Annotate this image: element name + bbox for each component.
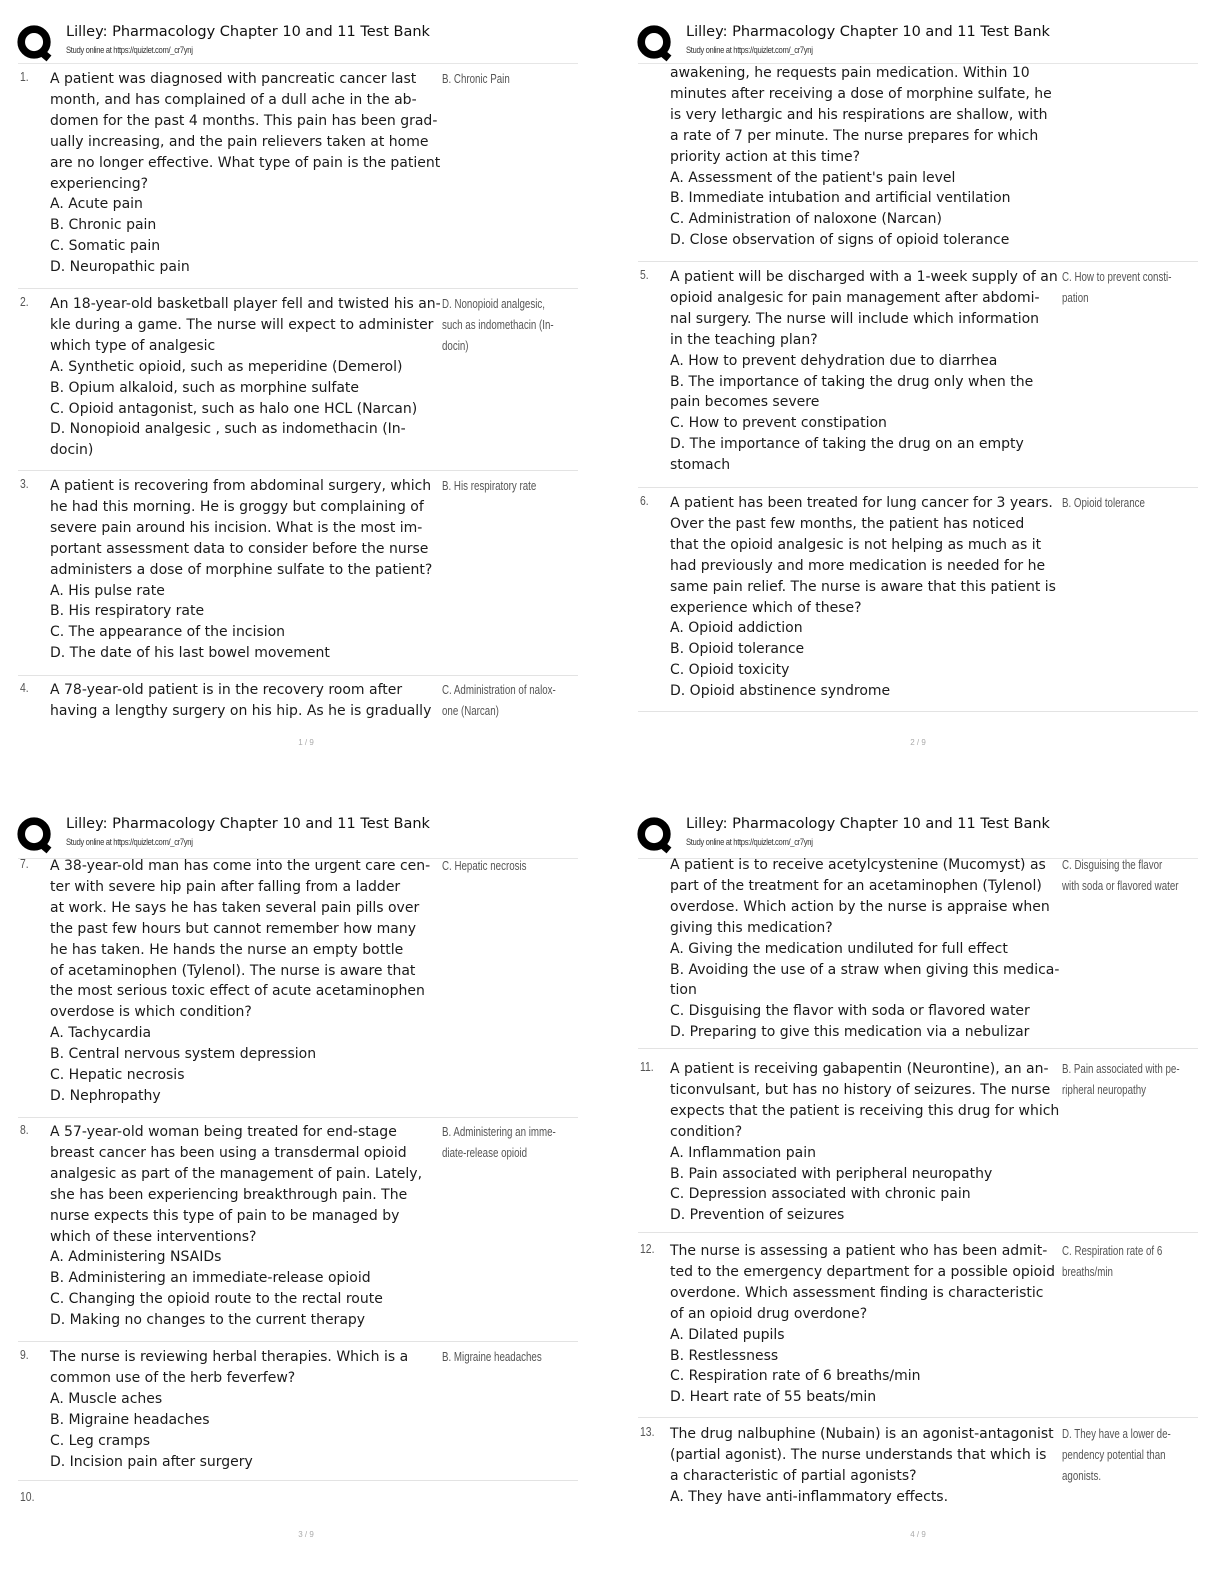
- text-line: the most serious toxic effect of acute acetaminophen: [50, 983, 425, 1000]
- answer-text: [442, 476, 590, 497]
- text-line: D. Prevention of seizures: [670, 1207, 845, 1224]
- text-line: portant assessment data to consider before the nurse: [50, 540, 429, 557]
- text-line: severe pain around his incision. What is the most im-: [50, 519, 423, 536]
- divider: [18, 1117, 578, 1118]
- question-text: [670, 493, 1065, 702]
- text-line: of an opioid drug overdone?: [670, 1305, 868, 1322]
- text-line: Over the past few months, the patient has noticed: [670, 515, 1025, 532]
- text-line: such as indomethacin (In-: [442, 317, 554, 332]
- text-line: ter with severe hip pain after falling from a ladder: [50, 878, 401, 895]
- text-line: docin): [50, 442, 94, 459]
- text-line: he had this morning. He is groggy but complaining of: [50, 498, 424, 515]
- text-line: at work. He says he has taken several pain pills over: [50, 899, 420, 916]
- text-line: B. Administering an imme-: [442, 1125, 556, 1139]
- page-header: [16, 814, 580, 856]
- answer-text: [1062, 267, 1210, 309]
- text-line: overdone. Which assessment finding is characteristic: [670, 1284, 1044, 1301]
- text-line: overdose. Which action by the nurse is appraise when: [670, 898, 1050, 915]
- text-line: opioid analgesic for pain management after abdomi-: [670, 289, 1040, 306]
- quizlet-q-logo-icon: [636, 24, 674, 62]
- quizlet-q-logo-icon: [16, 816, 54, 854]
- text-line: A 38-year-old man has come into the urgent care cen-: [50, 858, 431, 874]
- page-number: 1 / 9: [298, 738, 314, 747]
- text-line: breaths/min: [1062, 1264, 1113, 1279]
- text-line: B. Opium alkaloid, such as morphine sulfate: [50, 379, 360, 396]
- text-line: had previously and more medication is needed for he: [670, 557, 1046, 574]
- text-line: D. The date of his last bowel movement: [50, 645, 330, 662]
- text-line: A patient was diagnosed with pancreatic cancer last: [50, 71, 417, 87]
- study-online-link[interactable]: Study online at https://quizlet.com/_cr7ynj: [686, 837, 813, 847]
- text-line: A. Opioid addiction: [670, 620, 803, 637]
- text-line: C. Disguising the flavor: [1062, 858, 1163, 872]
- text-line: ually increasing, and the pain relievers taken at home: [50, 133, 429, 150]
- text-line: administers a dose of morphine sulfate to the patient?: [50, 561, 433, 578]
- text-line: B. Chronic Pain: [442, 72, 510, 86]
- text-line: C. Changing the opioid route to the rectal route: [50, 1291, 383, 1308]
- page-4: [612, 792, 1224, 1584]
- question-number: 1.: [20, 69, 29, 84]
- text-line: A. His pulse rate: [50, 582, 165, 599]
- text-line: A. Synthetic opioid, such as meperidine (Demerol): [50, 358, 403, 375]
- text-line: domen for the past 4 months. This pain has been grad-: [50, 112, 438, 129]
- text-line: D. Opioid abstinence syndrome: [670, 683, 891, 700]
- text-line: giving this medication?: [670, 919, 833, 936]
- text-line: C. Somatic pain: [50, 238, 161, 255]
- answer-text: [1062, 493, 1210, 514]
- text-line: B. Opioid tolerance: [1062, 496, 1145, 510]
- text-line: D. Nonopioid analgesic,: [442, 297, 545, 311]
- text-line: breast cancer has been using a transdermal opioid: [50, 1144, 407, 1161]
- text-line: A. Inflammation pain: [670, 1144, 816, 1161]
- text-line: D. Neuropathic pain: [50, 259, 190, 276]
- question-number: 4.: [20, 680, 29, 695]
- text-line: diate-release opioid: [442, 1145, 528, 1160]
- answer-text: [442, 856, 590, 877]
- text-line: C. Respiration rate of 6: [1062, 1244, 1163, 1258]
- text-line: D. Making no changes to the current therapy: [50, 1312, 366, 1329]
- text-line: B. Immediate intubation and artificial ventilation: [670, 190, 1011, 207]
- page-3: [0, 792, 612, 1584]
- header-divider: [18, 63, 578, 64]
- question-number: 10.: [20, 1489, 35, 1504]
- question-text: [670, 855, 1065, 1043]
- text-line: B. Pain associated with pe-: [1062, 1062, 1180, 1076]
- text-line: tion: [670, 982, 697, 999]
- text-line: nurse expects this type of pain to be managed by: [50, 1207, 400, 1224]
- question-text: [670, 63, 1065, 251]
- answer-text: [442, 1122, 590, 1164]
- text-line: A. They have anti-inflammatory effects.: [670, 1488, 949, 1505]
- text-line: pendency potential than: [1062, 1447, 1166, 1462]
- text-line: B. Administering an immediate-release opioid: [50, 1270, 371, 1287]
- divider: [18, 1341, 578, 1342]
- text-line: which type of analgesic: [50, 337, 216, 354]
- text-line: ripheral neuropathy: [1062, 1082, 1147, 1097]
- text-line: agonists.: [1062, 1468, 1102, 1483]
- quizlet-q-logo-icon: [16, 24, 54, 62]
- text-line: C. How to prevent constipation: [670, 415, 887, 432]
- text-line: A. Giving the medication undiluted for full effect: [670, 940, 1008, 957]
- text-line: B. Restlessness: [670, 1347, 779, 1364]
- text-line: D. Heart rate of 55 beats/min: [670, 1389, 877, 1406]
- text-line: having a lengthy surgery on his hip. As he is gradually: [50, 702, 432, 719]
- text-line: C. How to prevent consti-: [1062, 270, 1172, 284]
- text-line: are no longer effective. What type of pain is the patient: [50, 154, 441, 171]
- divider: [638, 487, 1198, 488]
- text-line: B. Chronic pain: [50, 217, 157, 234]
- text-line: A patient is recovering from abdominal surgery, which: [50, 478, 432, 494]
- text-line: B. Central nervous system depression: [50, 1046, 317, 1063]
- text-line: is very lethargic and his respirations are shallow, with: [670, 106, 1048, 123]
- text-line: docin): [442, 338, 469, 353]
- page-1: [0, 0, 612, 792]
- page-number: 3 / 9: [298, 1530, 314, 1539]
- divider: [638, 261, 1198, 262]
- question-number: 6.: [640, 493, 649, 508]
- answer-text: [442, 69, 590, 90]
- study-online-link[interactable]: Study online at https://quizlet.com/_cr7ynj: [66, 837, 193, 847]
- text-line: which of these interventions?: [50, 1228, 257, 1245]
- quizlet-q-logo-icon: [636, 816, 674, 854]
- text-line: D. Close observation of signs of opioid tolerance: [670, 232, 1010, 249]
- text-line: D. Incision pain after surgery: [50, 1453, 253, 1470]
- text-line: A 78-year-old patient is in the recovery room after: [50, 682, 403, 698]
- text-line: D. They have a lower de-: [1062, 1427, 1171, 1441]
- text-line: A. Dilated pupils: [670, 1326, 785, 1343]
- question-number: 3.: [20, 476, 29, 491]
- text-line: C. Administration of naloxone (Narcan): [670, 211, 942, 228]
- text-line: The nurse is reviewing herbal therapies. Which is a: [50, 1349, 409, 1365]
- answer-text: [442, 680, 590, 722]
- divider: [638, 1048, 1198, 1049]
- text-line: B. His respiratory rate: [442, 479, 537, 493]
- text-line: he has taken. He hands the nurse an empty bottle: [50, 941, 404, 958]
- text-line: ted to the emergency department for a possible opioid: [670, 1263, 1056, 1280]
- text-line: she has been experiencing breakthrough pain. The: [50, 1186, 408, 1203]
- text-line: A. Administering NSAIDs: [50, 1249, 222, 1266]
- divider: [638, 711, 1198, 712]
- question-number: 7.: [20, 856, 29, 871]
- divider: [18, 288, 578, 289]
- text-line: a rate of 7 per minute. The nurse prepares for which: [670, 127, 1039, 144]
- text-line: B. Pain associated with peripheral neuropathy: [670, 1165, 993, 1182]
- question-number: 8.: [20, 1122, 29, 1137]
- text-line: C. Hepatic necrosis: [442, 859, 527, 873]
- question-number: 13.: [640, 1424, 655, 1439]
- question-text: [50, 856, 445, 1107]
- answer-text: [1062, 1059, 1210, 1101]
- question-text: [670, 267, 1065, 476]
- text-line: The nurse is assessing a patient who has been admit-: [670, 1243, 1048, 1259]
- question-text: [670, 1059, 1065, 1226]
- text-line: analgesic as part of the management of pain. Lately,: [50, 1165, 423, 1182]
- question-number: 5.: [640, 267, 649, 282]
- page-number: 2 / 9: [910, 738, 926, 747]
- text-line: A patient is receiving gabapentin (Neurontine), an an-: [670, 1061, 1049, 1077]
- divider: [638, 1417, 1198, 1418]
- text-line: D. The importance of taking the drug on an empty: [670, 436, 1024, 453]
- text-line: pation: [1062, 290, 1089, 305]
- divider: [638, 1232, 1198, 1233]
- text-line: D. Nephropathy: [50, 1087, 161, 1104]
- page-header: [16, 22, 580, 64]
- answer-text: [442, 1347, 590, 1368]
- text-line: A. Acute pain: [50, 196, 143, 213]
- page-header: [636, 22, 1200, 64]
- divider: [18, 470, 578, 471]
- text-line: experience which of these?: [670, 599, 862, 616]
- document-title: Lilley: Pharmacology Chapter 10 and 11 Test Bank: [686, 816, 1050, 832]
- answer-text: [1062, 1241, 1210, 1283]
- text-line: (partial agonist). The nurse understands that which is: [670, 1446, 1047, 1463]
- answer-text: [1062, 1424, 1210, 1487]
- question-number: 9.: [20, 1347, 29, 1362]
- text-line: C. The appearance of the incision: [50, 624, 286, 641]
- text-line: with soda or flavored water: [1062, 878, 1179, 893]
- text-line: kle during a game. The nurse will expect to administer: [50, 316, 434, 333]
- text-line: B. Avoiding the use of a straw when giving this medica-: [670, 961, 1060, 978]
- question-number: 2.: [20, 294, 29, 309]
- question-text: [50, 294, 445, 461]
- text-line: of acetaminophen (Tylenol). The nurse is aware that: [50, 962, 416, 979]
- question-number: 11.: [640, 1059, 654, 1074]
- text-line: C. Depression associated with chronic pain: [670, 1186, 971, 1203]
- text-line: D. Preparing to give this medication via a nebulizar: [670, 1024, 1030, 1041]
- text-line: pain becomes severe: [670, 394, 820, 411]
- text-line: ticonvulsant, but has no history of seizures. The nurse: [670, 1081, 1051, 1098]
- document-title: Lilley: Pharmacology Chapter 10 and 11 Test Bank: [686, 24, 1050, 40]
- text-line: minutes after receiving a dose of morphine sulfate, he: [670, 85, 1052, 102]
- text-line: in the teaching plan?: [670, 331, 818, 348]
- text-line: awakening, he requests pain medication. Within 10: [670, 65, 1030, 81]
- page-2: [612, 0, 1224, 792]
- question-text: [670, 1424, 1065, 1508]
- question-number: 12.: [640, 1241, 655, 1256]
- question-text: [670, 1241, 1065, 1408]
- text-line: B. Opioid tolerance: [670, 641, 805, 658]
- text-line: expects that the patient is receiving this drug for which: [670, 1102, 1060, 1119]
- question-text: [50, 1122, 445, 1331]
- text-line: part of the treatment for an acetaminophen (Tylenol): [670, 877, 1042, 894]
- text-line: that the opioid analgesic is not helping as much as it: [670, 536, 1042, 553]
- question-text: [50, 476, 445, 664]
- question-text: [50, 1347, 445, 1472]
- text-line: C. Leg cramps: [50, 1432, 151, 1449]
- text-line: A. Assessment of the patient's pain level: [670, 169, 956, 186]
- text-line: same pain relief. The nurse is aware that this patient is: [670, 578, 1056, 595]
- answer-text: [1062, 855, 1210, 897]
- document-title: Lilley: Pharmacology Chapter 10 and 11 Test Bank: [66, 816, 430, 832]
- study-online-link[interactable]: Study online at https://quizlet.com/_cr7ynj: [66, 45, 193, 55]
- text-line: D. Nonopioid analgesic , such as indomethacin (In-: [50, 421, 406, 438]
- divider: [18, 1480, 578, 1481]
- text-line: the past few hours but cannot remember how many: [50, 920, 416, 937]
- text-line: A 57-year-old woman being treated for end-stage: [50, 1124, 397, 1140]
- text-line: B. Migraine headaches: [50, 1411, 210, 1428]
- text-line: A. Muscle aches: [50, 1390, 163, 1407]
- text-line: An 18-year-old basketball player fell and twisted his an-: [50, 296, 441, 312]
- divider: [18, 675, 578, 676]
- text-line: The drug nalbuphine (Nubain) is an agonist-antagonist: [670, 1426, 1054, 1442]
- question-text: [50, 680, 445, 722]
- document-title: Lilley: Pharmacology Chapter 10 and 11 Test Bank: [66, 24, 430, 40]
- answer-text: [442, 294, 590, 357]
- text-line: month, and has complained of a dull ache in the ab-: [50, 91, 417, 108]
- text-line: experiencing?: [50, 175, 149, 192]
- text-line: condition?: [670, 1123, 743, 1140]
- text-line: nal surgery. The nurse will include which information: [670, 310, 1040, 327]
- text-line: C. Administration of nalox-: [442, 683, 556, 697]
- text-line: overdose is which condition?: [50, 1004, 252, 1021]
- text-line: A. How to prevent dehydration due to diarrhea: [670, 352, 998, 369]
- text-line: one (Narcan): [442, 703, 499, 718]
- text-line: C. Opioid antagonist, such as halo one HCL (Narcan): [50, 400, 418, 417]
- text-line: B. His respiratory rate: [50, 603, 205, 620]
- text-line: stomach: [670, 457, 731, 474]
- page-number: 4 / 9: [910, 1530, 926, 1539]
- text-line: C. Opioid toxicity: [670, 662, 790, 679]
- text-line: priority action at this time?: [670, 148, 861, 165]
- study-online-link[interactable]: Study online at https://quizlet.com/_cr7ynj: [686, 45, 813, 55]
- text-line: A patient is to receive acetylcystenine (Mucomyst) as: [670, 857, 1046, 873]
- text-line: C. Hepatic necrosis: [50, 1067, 185, 1084]
- text-line: common use of the herb feverfew?: [50, 1369, 296, 1386]
- text-line: B. The importance of taking the drug only when the: [670, 373, 1034, 390]
- text-line: B. Migraine headaches: [442, 1350, 542, 1364]
- text-line: a characteristic of partial agonists?: [670, 1467, 917, 1484]
- page-header: [636, 814, 1200, 856]
- text-line: C. Respiration rate of 6 breaths/min: [670, 1368, 921, 1385]
- text-line: A. Tachycardia: [50, 1025, 152, 1042]
- text-line: A patient has been treated for lung cancer for 3 years.: [670, 495, 1053, 511]
- text-line: A patient will be discharged with a 1-week supply of an: [670, 269, 1058, 285]
- question-text: [50, 69, 445, 278]
- text-line: C. Disguising the flavor with soda or flavored water: [670, 1003, 1030, 1020]
